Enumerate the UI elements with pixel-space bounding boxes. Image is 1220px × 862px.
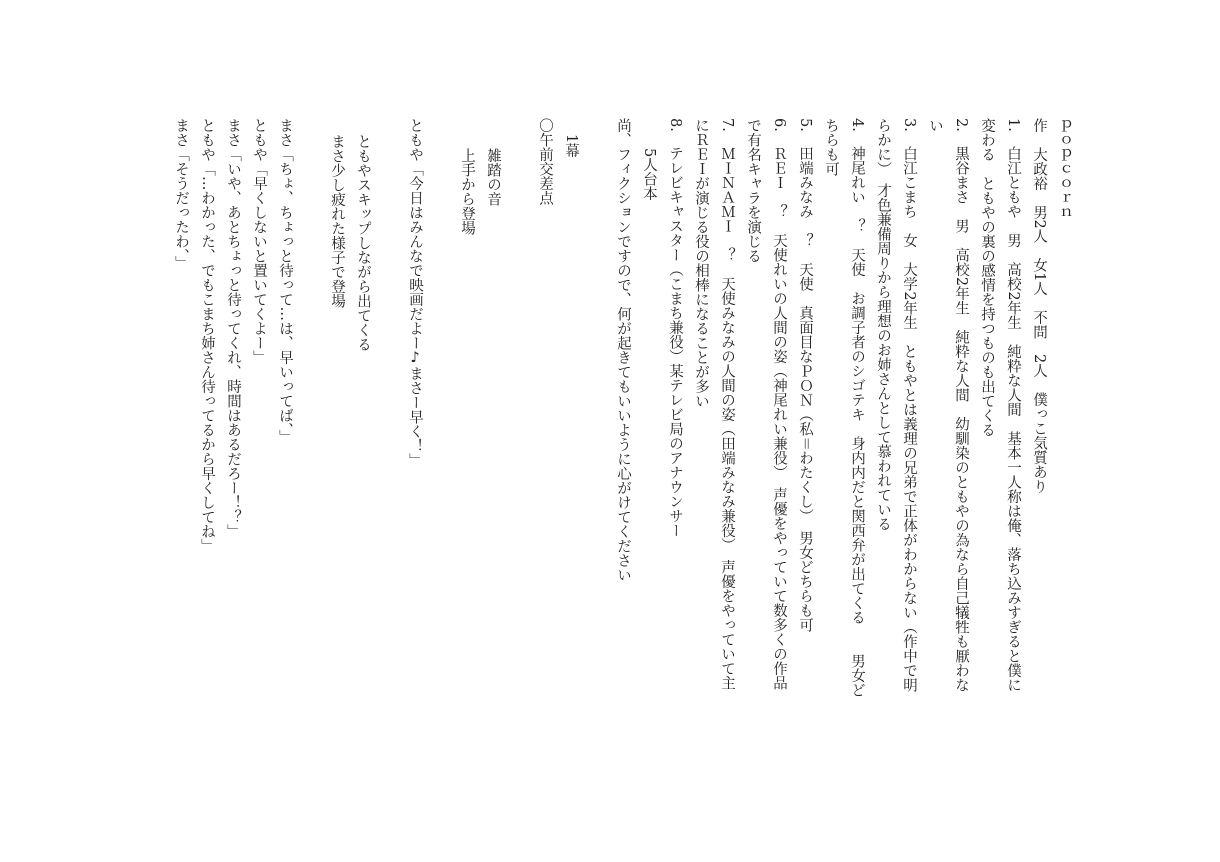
character-7-line-2: にＲＥＩが演じる役の相棒になることが多い bbox=[693, 118, 709, 408]
headcount: 5人台本 bbox=[641, 148, 657, 201]
character-4-line-1: 4. 神尾れい ？ 天使 お調子者のシゴテキ 身内内だと関西弁が出てくる 男女ど bbox=[849, 118, 865, 698]
stage-direction-3: ともやスキップしながら出てくる bbox=[355, 134, 371, 352]
character-1-line-1: 1. 白江ともや 男 高校2年生 純粋な人間 基本一人称は俺、落ち込みすぎると僕に bbox=[1005, 118, 1021, 693]
dialogue-line-3: まさ「いや、あとちょっと待ってくれ、時間はあるだろー！？」 bbox=[225, 118, 241, 539]
script-title: ｐｏｐｃｏｒｎ bbox=[1057, 118, 1073, 220]
character-3-line-2: らかに） 才色兼備周りから理想のお姉さんとして慕われている bbox=[875, 118, 891, 532]
character-5-line-1: 5. 田端みなみ ？ 天使 真面目なＰＯＮ（私＝わたくし） 男女どちらも可 bbox=[797, 118, 813, 633]
character-3-line-1: 3. 白江こまち 女 大学2年生 ともやとは義理の兄弟で正体がわからない（作中で明 bbox=[901, 118, 917, 693]
character-2-line-2: い bbox=[927, 118, 943, 133]
scene-heading: 〇午前交差点 bbox=[537, 118, 553, 205]
character-6-line-2: で有名キャラを演じる bbox=[745, 118, 761, 263]
cast-summary: 作 大政裕 男2人 女1人 不問 2人 僕っこ気質あり bbox=[1031, 118, 1047, 494]
fiction-note: 尚、フィクションですので、何が起きてもいいように心がけてください bbox=[615, 118, 631, 582]
dialogue-line-4: ともや「…わかった、でもこまち姉さん待ってるから早くしてね」 bbox=[199, 118, 215, 553]
character-7-line-1: 7. ＭＩＮＡＭＩ ？ 天使みなみの人間の姿（田端みなみ兼役） 声優をやっていて主 bbox=[719, 118, 735, 691]
dialogue-line-2: ともや「早くしないと置いてくよー」 bbox=[251, 118, 267, 365]
character-1-line-2: 変わる ともやの裏の感情を持つものも出てくる bbox=[979, 118, 995, 437]
character-2-line-1: 2. 黒谷まさ 男 高校2年生 純粋な人間 幼馴染のともやの為なら自己犠牲も厭わな bbox=[953, 118, 969, 693]
character-6-line-1: 6. ＲＥＩ ？ 天使れいの人間の姿（神尾れい兼役） 声優をやっていて数多くの作品 bbox=[771, 118, 787, 691]
character-4-line-2: ちらも可 bbox=[823, 118, 839, 176]
character-8-line-1: 8. テレビキャスター（こまち兼役）某テレビ局のアナウンサー bbox=[667, 118, 683, 538]
stage-direction-4: まさ少し疲れた様子で登場 bbox=[329, 134, 345, 308]
act-heading: 1幕 bbox=[563, 134, 579, 158]
stage-direction-1: 雑踏の音 bbox=[485, 148, 501, 206]
dialogue-line-opening: ともや「今日はみんなで映画だよー♪まさー早く！」 bbox=[407, 118, 423, 468]
dialogue-line-5: まさ「そうだったわ、」 bbox=[173, 118, 189, 271]
stage-direction-2: 上手から登場 bbox=[459, 148, 475, 235]
dialogue-line-1: まさ「ちょ、ちょっと待って…は、早いってば、」 bbox=[277, 118, 293, 445]
